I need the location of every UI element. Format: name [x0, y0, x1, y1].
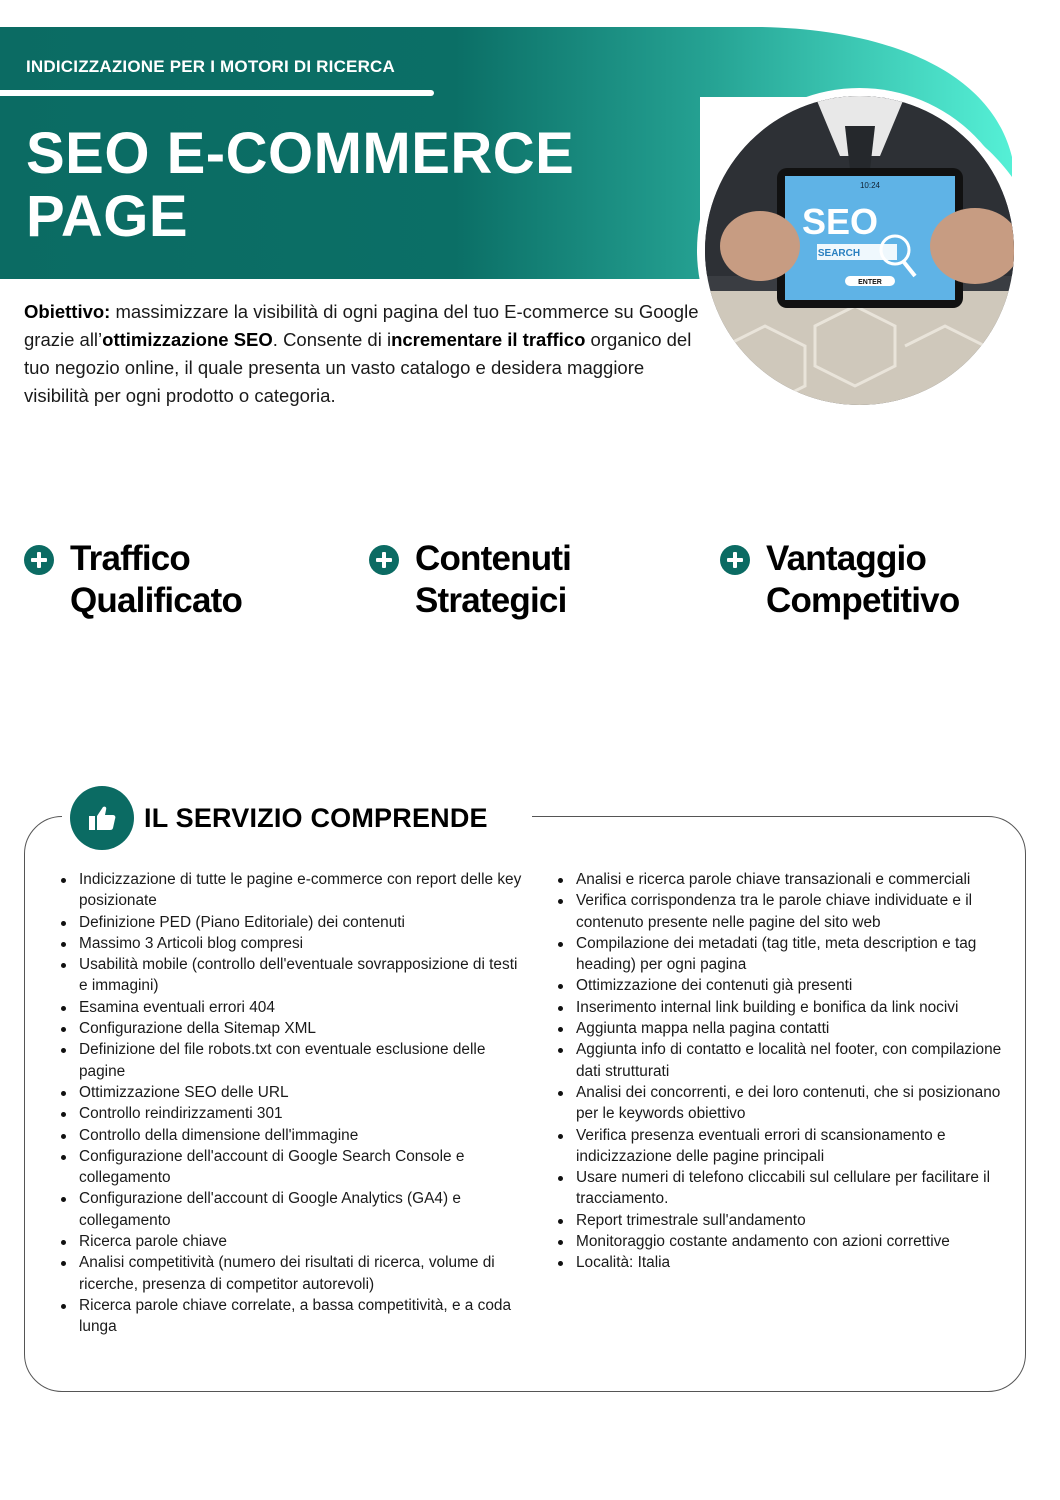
- list-item: Definizione PED (Piano Editoriale) dei contenuti: [79, 912, 525, 933]
- page-title-line-2: PAGE: [26, 184, 189, 249]
- kicker-divider: [0, 90, 434, 96]
- list-item: Indicizzazione di tutte le pagine e-commerce con report delle key posizionate: [79, 869, 525, 912]
- svg-text:ENTER: ENTER: [858, 279, 882, 286]
- svg-text:SEO: SEO: [801, 201, 879, 242]
- seo-tablet-image: [705, 96, 1014, 405]
- intro-text: massimizzare la visibilità di ogni pagina del tuo E-commerce su Google grazie all’: [24, 301, 699, 350]
- list-item: Analisi competitività (numero dei risultati di ricerca, volume di ricerche, presenza di competitor autorevoli): [79, 1252, 525, 1295]
- feature-label-line: Competitivo: [766, 581, 960, 620]
- intro-text: . Consente di i: [272, 329, 392, 350]
- list-item: Aggiunta info di contatto e località nel footer, con compilazione dati strutturati: [576, 1039, 1012, 1082]
- intro-label: Obiettivo:: [24, 301, 111, 322]
- list-item: Controllo della dimensione dell'immagine: [79, 1125, 525, 1146]
- list-item: Usare numeri di telefono cliccabili sul cellulare per facilitare il tracciamento.: [576, 1167, 1012, 1210]
- list-item: Configurazione della Sitemap XML: [79, 1018, 525, 1039]
- service-list-left: [55, 869, 525, 1338]
- list-item: Aggiunta mappa nella pagina contatti: [576, 1018, 1012, 1039]
- page-title: [26, 122, 574, 248]
- list-item: Verifica presenza eventuali errori di scansionamento e indicizzazione delle pagine principali: [576, 1125, 1012, 1168]
- list-item: Analisi e ricerca parole chiave transazionali e commerciali: [576, 869, 1012, 890]
- feature-contenuti-strategici: [369, 538, 571, 622]
- intro-highlight: ncrementare il traffico: [391, 329, 586, 350]
- list-item: Ottimizzazione dei contenuti già presenti: [576, 975, 1012, 996]
- svg-text:10:24: 10:24: [859, 181, 881, 190]
- list-item: Esamina eventuali errori 404: [79, 997, 525, 1018]
- feature-label: [415, 538, 571, 622]
- plus-circle-icon: [369, 545, 399, 575]
- list-item: Configurazione dell'account di Google Search Console e collegamento: [79, 1146, 525, 1189]
- list-item: Configurazione dell'account di Google Analytics (GA4) e collegamento: [79, 1188, 525, 1231]
- service-header: [70, 786, 488, 850]
- feature-traffico-qualificato: [24, 538, 242, 622]
- thumbs-up-icon: [70, 786, 134, 850]
- list-item: Verifica corrispondenza tra le parole chiave individuate e il contenuto presente nelle pagine del sito web: [576, 890, 1012, 933]
- page-title-line-1: SEO E-COMMERCE: [26, 121, 575, 186]
- list-item: Ricerca parole chiave: [79, 1231, 525, 1252]
- list-item: Monitoraggio costante andamento con azioni correttive: [576, 1231, 1012, 1252]
- list-item: Massimo 3 Articoli blog compresi: [79, 933, 525, 954]
- feature-label-line: Strategici: [415, 581, 567, 620]
- feature-label-line: Contenuti: [415, 539, 572, 578]
- list-item: Compilazione dei metadati (tag title, meta description e tag heading) per ogni pagina: [576, 933, 1012, 976]
- feature-label: [766, 538, 959, 622]
- list-item: Ricerca parole chiave correlate, a bassa competitività, e a coda lunga: [79, 1295, 525, 1338]
- intro-text: organico del tuo negozio online, il quale presenta un vasto catalogo e desidera maggiore visibilità per ogni prodotto o categoria.: [24, 329, 692, 406]
- hero-kicker: INDICIZZAZIONE PER I MOTORI DI RICERCA: [26, 57, 396, 76]
- feature-label-line: Vantaggio: [766, 539, 927, 578]
- intro-highlight: ottimizzazione SEO: [102, 329, 273, 350]
- list-item: Report trimestrale sull'andamento: [576, 1210, 1012, 1231]
- feature-vantaggio-competitivo: [720, 538, 959, 622]
- svg-text:SEARCH: SEARCH: [817, 248, 861, 259]
- list-item: Controllo reindirizzamenti 301: [79, 1103, 525, 1124]
- intro-paragraph: [24, 298, 704, 410]
- list-item: Definizione del file robots.txt con eventuale esclusione delle pagine: [79, 1039, 525, 1082]
- list-item: Usabilità mobile (controllo dell'eventuale sovrapposizione di testi e immagini): [79, 954, 525, 997]
- service-title: IL SERVIZIO COMPRENDE: [144, 802, 488, 833]
- plus-circle-icon: [720, 545, 750, 575]
- feature-label-line: Qualificato: [70, 581, 243, 620]
- feature-label-line: Traffico: [70, 539, 191, 578]
- feature-label: [70, 538, 242, 622]
- list-item: Ottimizzazione SEO delle URL: [79, 1082, 525, 1103]
- list-item: Località: Italia: [576, 1252, 1012, 1273]
- list-item: Inserimento internal link building e bonifica da link nocivi: [576, 997, 1012, 1018]
- feature-highlights: [0, 538, 1060, 628]
- hero-photo: [697, 88, 1022, 413]
- list-item: Analisi dei concorrenti, e dei loro contenuti, che si posizionano per le keywords obiettivo: [576, 1082, 1012, 1125]
- service-list-right: [552, 869, 1012, 1274]
- plus-circle-icon: [24, 545, 54, 575]
